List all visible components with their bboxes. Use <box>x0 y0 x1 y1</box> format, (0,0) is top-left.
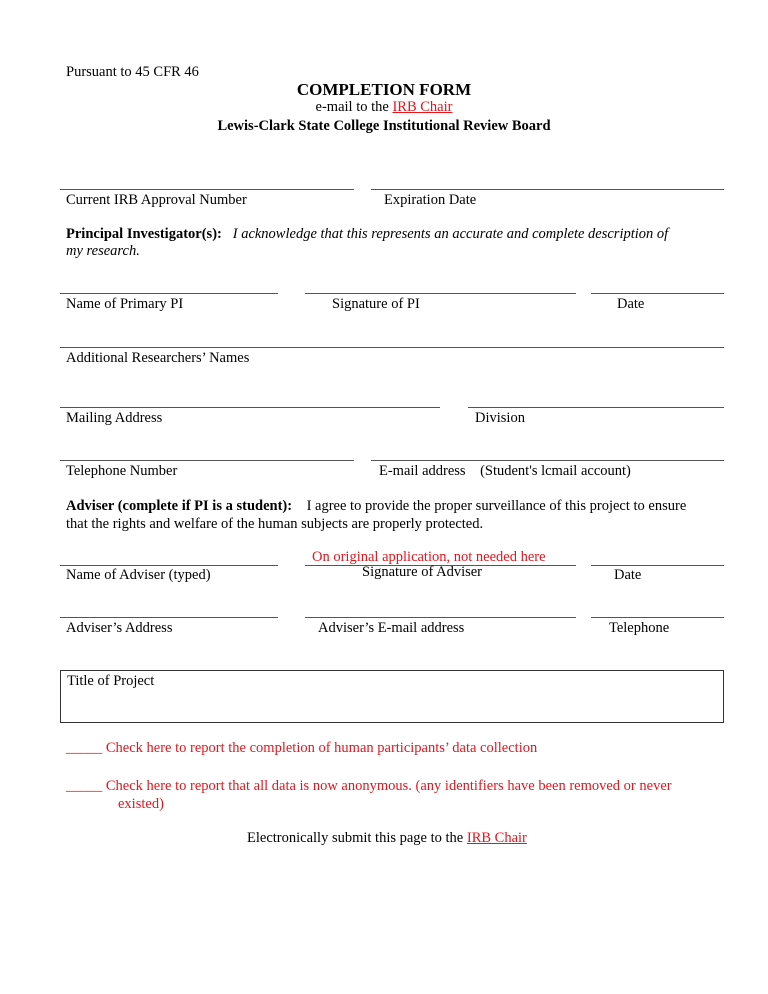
submit-prefix: Electronically submit this page to the <box>247 830 467 846</box>
additional-researchers-line[interactable] <box>60 347 724 348</box>
email-address-label <box>379 463 631 480</box>
approval-number-line[interactable] <box>60 189 354 190</box>
check-anonymous[interactable] <box>66 777 736 813</box>
email-address-text: E-mail address <box>379 463 466 479</box>
pi-date-line[interactable] <box>591 293 724 294</box>
expiration-date-label: Expiration Date <box>384 192 477 208</box>
email-prefix: e-mail to the <box>315 99 393 115</box>
approval-number-label: Current IRB Approval Number <box>66 192 247 208</box>
adviser-signature-note: On original application, not needed here <box>312 549 546 565</box>
pi-statement-line1: I acknowledge that this represents an accurate and complete description of <box>232 226 669 242</box>
mailing-address-label: Mailing Address <box>66 410 163 426</box>
adviser-statement-line2: that the rights and welfare of the human subjects are properly protected. <box>66 516 484 532</box>
mailing-address-line[interactable] <box>60 407 440 408</box>
footer-irb-chair-link[interactable]: IRB Chair <box>466 830 527 846</box>
adviser-telephone-line[interactable] <box>591 617 724 618</box>
check1-text: Check here to report the completion of human participants’ data collection <box>105 740 538 756</box>
adviser-email-line[interactable] <box>305 617 576 618</box>
project-title-label: Title of Project <box>67 673 155 689</box>
board-name: Lewis-Clark State College Institutional Review Board <box>217 118 551 134</box>
adviser-telephone-label: Telephone <box>609 620 670 636</box>
check2-text-line2: existed) <box>118 796 164 812</box>
pi-label: Principal Investigator(s): <box>66 226 222 242</box>
check2-text-line1: Check here to report that all data is now anonymous. (any identifiers have been removed or never <box>105 778 672 794</box>
email-address-line[interactable] <box>371 460 724 461</box>
telephone-number-label: Telephone Number <box>66 463 178 479</box>
adviser-statement <box>66 497 736 533</box>
primary-pi-line[interactable] <box>60 293 278 294</box>
submit-instruction <box>247 830 527 847</box>
check2-blank[interactable]: _____ <box>66 778 103 794</box>
adviser-name-line[interactable] <box>60 565 278 566</box>
pursuant-note: Pursuant to 45 CFR 46 <box>66 64 199 80</box>
signature-pi-line[interactable] <box>305 293 576 294</box>
adviser-statement-line1: I agree to provide the proper surveillance of this project to ensure <box>306 498 687 514</box>
adviser-date-label: Date <box>614 567 642 583</box>
adviser-label: Adviser (complete if PI is a student): <box>66 498 293 514</box>
pi-date-label: Date <box>617 296 645 312</box>
division-line[interactable] <box>468 407 724 408</box>
adviser-address-label: Adviser’s Address <box>66 620 173 636</box>
adviser-date-line[interactable] <box>591 565 724 566</box>
adviser-address-line[interactable] <box>60 617 278 618</box>
email-instruction <box>0 99 768 116</box>
signature-pi-label: Signature of PI <box>332 296 420 312</box>
pi-statement-line2: my research. <box>66 243 140 259</box>
pi-statement <box>66 226 726 260</box>
division-label: Division <box>475 410 525 426</box>
project-title-box[interactable] <box>60 670 724 723</box>
check1-blank[interactable]: _____ <box>66 740 103 756</box>
irb-chair-link[interactable]: IRB Chair <box>392 99 453 115</box>
additional-researchers-label: Additional Researchers’ Names <box>66 350 250 366</box>
email-note: (Student's lcmail account) <box>480 463 631 479</box>
form-title: COMPLETION FORM <box>296 80 472 99</box>
expiration-date-line[interactable] <box>371 189 724 190</box>
adviser-name-label: Name of Adviser (typed) <box>66 567 211 583</box>
primary-pi-label: Name of Primary PI <box>66 296 184 312</box>
telephone-number-line[interactable] <box>60 460 354 461</box>
check-data-collection[interactable] <box>66 740 537 757</box>
adviser-email-label: Adviser’s E-mail address <box>318 620 465 636</box>
adviser-signature-label: Signature of Adviser <box>362 564 483 580</box>
